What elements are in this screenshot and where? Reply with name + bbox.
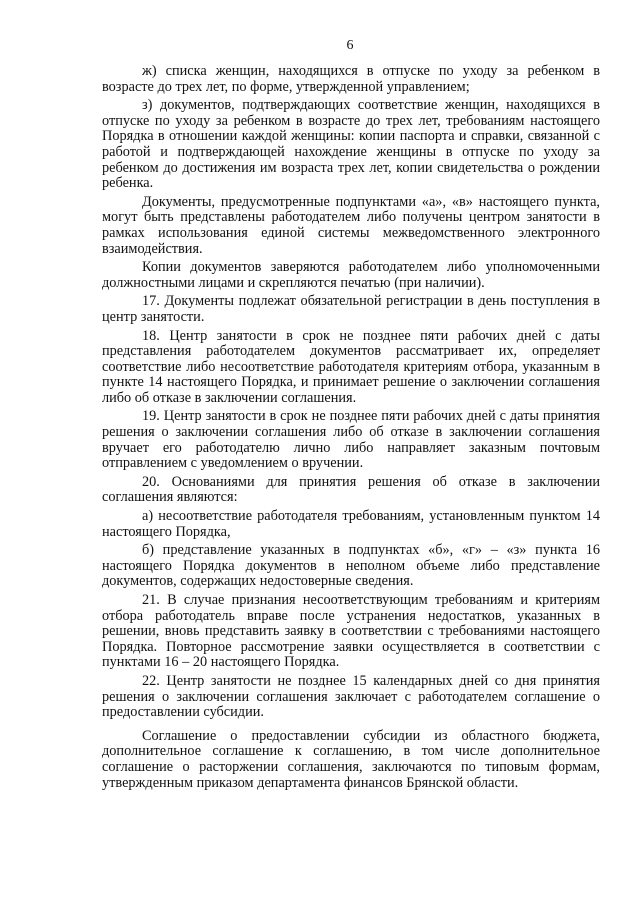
paragraph-item-22: 22. Центр занятости не позднее 15 календарных дней со дня принятия решения о заключении соглашения заключает с работодателем соглашение о предоставлении субсидии. <box>102 672 600 721</box>
paragraph-subitem-z: з) документов, подтверждающих соответствие женщин, находящихся в отпуске по уходу за ребенком в возрасте до трех лет, требованиям настоящего Порядка в отношении каждой женщины: копии паспорта и справки, связанной с работой и подтверждающей нахождение женщины в отпуске по уходу за ребенком до достижения им возраста трех лет, копии свидетельства о рождении ребенка. <box>102 97 600 192</box>
paragraph-documents-provided: Документы, предусмотренные подпунктами «а», «в» настоящего пункта, могут быть представлены работодателем либо получены центром занятости в рамках использования единой системы межведомственного электронного взаимодействия. <box>102 193 600 257</box>
paragraph-item-18: 18. Центр занятости в срок не позднее пяти рабочих дней с даты представления работодателем документов рассматривает их, определяет соответствие либо несоответствие работодателя критериям отбора, указанным в пункте 14 настоящего Порядка, и принимает решение о заключении соглашения либо об отказе в заключении соглашения. <box>102 327 600 406</box>
paragraph-item-20: 20. Основаниями для принятия решения об отказе в заключении соглашения являются: <box>102 473 600 506</box>
paragraph-item-19: 19. Центр занятости в срок не позднее пяти рабочих дней с даты принятия решения о заключении соглашения либо об отказе в заключении соглашения вручает его работодателю лично либо направляет заказным почтовым отправлением с уведомлением о вручении. <box>102 408 600 472</box>
paragraph-item-17: 17. Документы подлежат обязательной регистрации в день поступления в центр занятости. <box>102 293 600 325</box>
paragraph-item-21: 21. В случае признания несоответствующим требованиям и критериям отбора работодатель вправе после устранения недостатков, указанных в решении, вновь представить заявку в соответствии с требованиями настоящего Порядка. Повторное рассмотрение заявки осуществляется в соответствии с пунктами 16 – 20 настоящего Порядка. <box>102 592 600 671</box>
paragraph-item-20-a: а) несоответствие работодателя требованиям, установленным пунктом 14 настоящего Порядка, <box>102 508 600 540</box>
paragraph-subitem-zh: ж) списка женщин, находящихся в отпуске по уходу за ребенком в возрасте до трех лет, по форме, утвержденной управлением; <box>102 63 600 95</box>
page-number: 6 <box>346 38 354 53</box>
paragraph-subsidy-agreement: Соглашение о предоставлении субсидии из областного бюджета, дополнительное соглашение к соглашению, в том числе дополнительное соглашение о расторжении соглашения, заключаются по типовым формам, утвержденным приказом департамента финансов Брянской области. <box>102 727 600 791</box>
document-body <box>102 64 600 794</box>
paragraph-document-copies: Копии документов заверяются работодателем либо уполномоченными должностными лицами и скрепляются печатью (при наличии). <box>102 259 600 291</box>
paragraph-item-20-b: б) представление указанных в подпунктах «б», «г» – «з» пункта 16 настоящего Порядка документов в неполном объеме либо представление документов, содержащих недостоверные сведения. <box>102 542 600 590</box>
